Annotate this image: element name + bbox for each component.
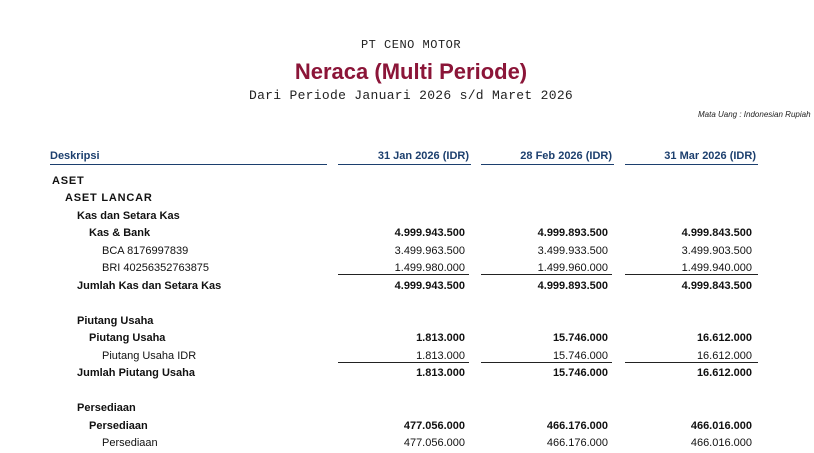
value-feb: 4.999.893.500 [537,280,608,292]
company-name: PT CENO MOTOR [360,38,462,52]
table-row [0,191,814,208]
value-mar: 4.999.843.500 [681,280,752,292]
value-mar: 16.612.000 [696,332,752,344]
currency-note: Mata Uang : Indonesian Rupiah [698,110,811,119]
value-feb: 466.176.000 [546,420,608,432]
group-heading: Persediaan [77,402,136,414]
account-label: Kas & Bank [89,227,151,239]
value-jan: 1.813.000 [416,350,465,362]
report-title: Neraca (Multi Periode) [294,59,528,84]
group-heading: Kas dan Setara Kas [77,210,180,222]
table-row [0,401,814,418]
total-label: Jumlah Kas dan Setara Kas [77,280,222,292]
value-mar: 3.499.903.500 [681,245,752,257]
value-mar: 16.612.000 [696,350,752,362]
table-row [0,436,814,453]
value-mar: 466.016.000 [690,437,752,449]
section-heading: ASET [52,175,85,187]
value-jan: 1.813.000 [416,332,465,344]
subtotal-divider [338,362,469,363]
group-heading: Piutang Usaha [77,315,154,327]
subtotal-divider [625,274,758,275]
value-feb: 15.746.000 [552,350,608,362]
account-label: Persediaan [89,420,148,432]
column-header-description: Deskripsi [50,150,327,165]
subtotal-divider [625,362,758,363]
subtotal-divider [481,274,612,275]
value-jan: 1.813.000 [416,367,465,379]
subtotal-divider [338,274,469,275]
table-row [0,279,814,296]
account-label: Piutang Usaha [89,332,166,344]
table-row [0,366,814,383]
column-header-mar: 31 Mar 2026 (IDR) [625,150,758,165]
value-jan: 4.999.943.500 [394,227,465,239]
value-feb: 15.746.000 [552,367,608,379]
value-feb: 15.746.000 [552,332,608,344]
total-label: Jumlah Piutang Usaha [77,367,195,379]
column-header-feb: 28 Feb 2026 (IDR) [481,150,614,165]
account-label: Piutang Usaha IDR [102,350,197,362]
table-row [0,314,814,331]
table-row [0,244,814,261]
table-row [0,174,814,191]
table-row [0,419,814,436]
value-feb: 4.999.893.500 [537,227,608,239]
value-jan: 1.499.980.000 [394,262,465,274]
subtotal-divider [481,362,612,363]
value-feb: 466.176.000 [546,437,608,449]
value-jan: 4.999.943.500 [394,280,465,292]
value-mar: 4.999.843.500 [681,227,752,239]
value-mar: 1.499.940.000 [681,262,752,274]
value-feb: 1.499.960.000 [537,262,608,274]
table-row [0,349,814,366]
account-label: Persediaan [102,437,158,449]
table-row [0,331,814,348]
account-label: BRI 40256352763875 [102,262,210,274]
value-jan: 3.499.963.500 [394,245,465,257]
table-row [0,209,814,226]
value-mar: 466.016.000 [690,420,752,432]
table-row [0,261,814,278]
value-feb: 3.499.933.500 [537,245,608,257]
value-jan: 477.056.000 [403,437,465,449]
account-label: BCA 8176997839 [102,245,189,257]
value-jan: 477.056.000 [403,420,465,432]
column-header-jan: 31 Jan 2026 (IDR) [338,150,471,165]
table-row [0,226,814,243]
value-mar: 16.612.000 [696,367,752,379]
section-heading: ASET LANCAR [65,192,153,204]
report-period: Dari Periode Januari 2026 s/d Maret 2026 [248,88,574,103]
